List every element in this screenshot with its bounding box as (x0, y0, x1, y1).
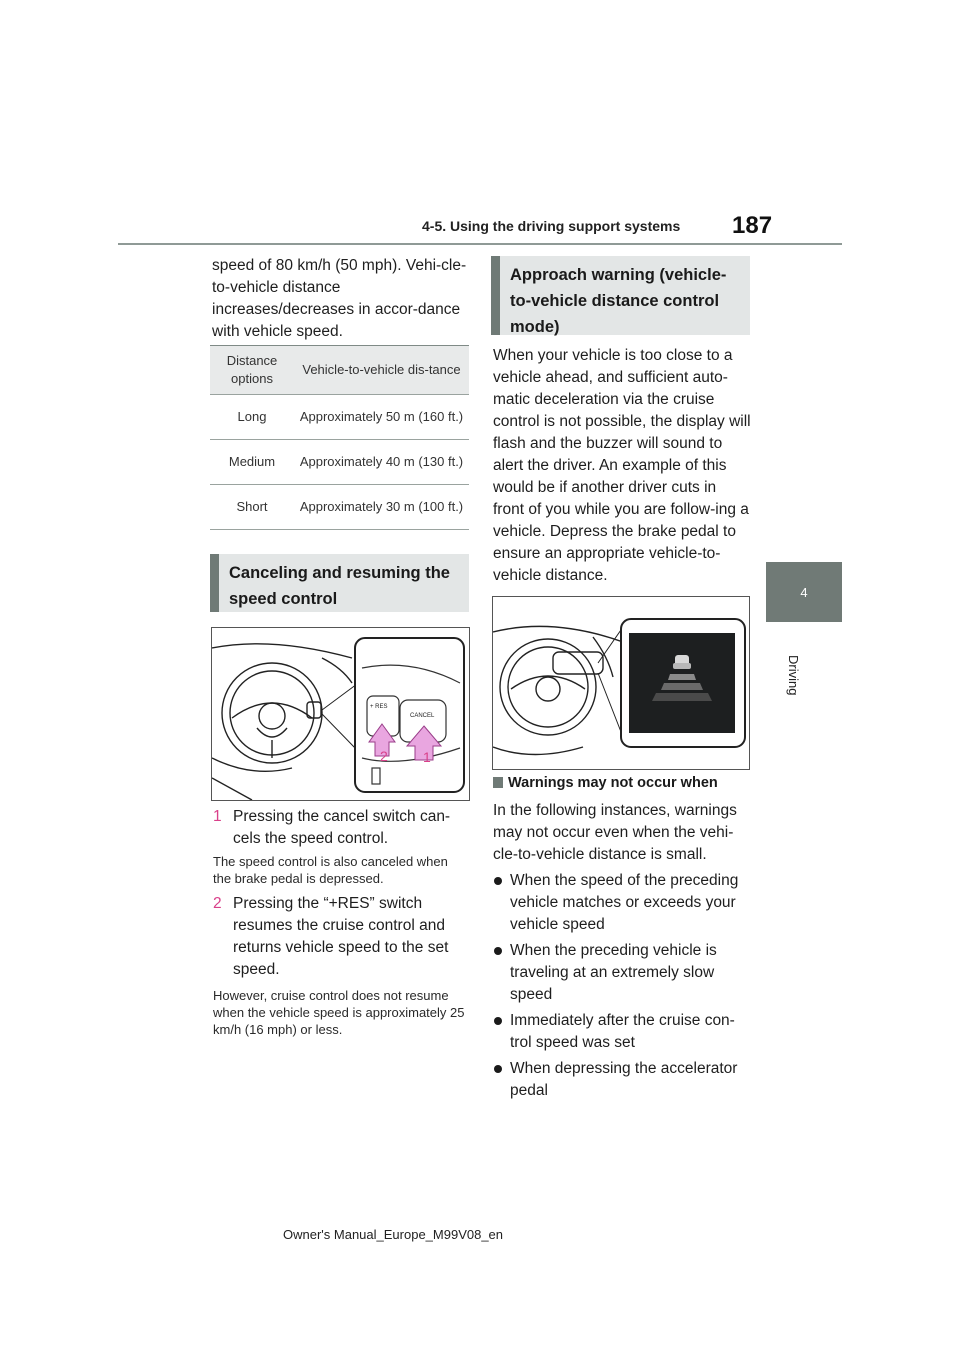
list-item (493, 1058, 751, 1102)
table-row (210, 395, 469, 440)
footer-text: Owner's Manual_Europe_M99V08_en (283, 1227, 504, 1242)
table-row (210, 440, 469, 485)
arrow-label-2: 2 (380, 748, 388, 764)
page-number: 187 (732, 212, 773, 239)
note-cancel: The speed control is also canceled when the brake pedal is depressed. (213, 854, 448, 886)
step-1-number: 1 (213, 808, 222, 825)
table-row (210, 485, 469, 530)
steering-switch-figure (211, 627, 470, 801)
table-header-options: Distance options (210, 346, 294, 395)
chapter-label: Driving (786, 655, 801, 696)
step-1-text: Pressing the cancel switch can-cels the speed control. (233, 808, 451, 847)
cancel-switch-label: CANCEL (410, 713, 435, 719)
table-cell-distance: Approximately 50 m (160 ft.) (294, 395, 469, 440)
table-cell-option: Long (210, 395, 294, 440)
warnings-subheading (493, 775, 718, 791)
step-1 (213, 806, 468, 850)
bullet-icon (494, 1065, 502, 1073)
distance-table (210, 345, 469, 530)
chapter-tab (766, 562, 842, 622)
list-item-text: Immediately after the cruise con-trol speed was set (510, 1012, 735, 1051)
warnings-list (493, 870, 751, 1106)
header-divider (118, 243, 842, 245)
steering-switch-illustration (212, 628, 469, 800)
section-heading-cancel: Canceling and resuming the speed control (210, 554, 469, 612)
square-bullet-icon (493, 777, 503, 788)
table-cell-distance: Approximately 30 m (100 ft.) (294, 485, 469, 530)
approach-warning-illustration (493, 597, 749, 769)
list-item (493, 870, 751, 936)
arrow-label-1: 1 (423, 749, 431, 765)
step-2-number: 2 (213, 895, 222, 912)
list-item (493, 940, 751, 1006)
intro-paragraph: speed of 80 km/h (50 mph). Vehi-cle-to-vehicle distance increases/decreases in accor-dance with vehicle speed. (212, 257, 467, 340)
section-title: 4-5. Using the driving support systems (422, 218, 681, 234)
list-item (493, 1010, 751, 1054)
step-2 (213, 893, 468, 981)
section-heading-approach: Approach warning (vehicle-to-vehicle distance control mode) (491, 256, 750, 335)
approach-warning-figure (492, 596, 750, 770)
table-header-distance: Vehicle-to-vehicle dis-tance (294, 346, 469, 395)
res-switch-label: + RES (370, 704, 388, 710)
preceding-vehicle-icon (673, 655, 691, 669)
list-item-text: When the speed of the preceding vehicle matches or exceeds your vehicle speed (510, 872, 739, 933)
bullet-icon (494, 877, 502, 885)
table-cell-distance: Approximately 40 m (130 ft.) (294, 440, 469, 485)
approach-paragraph: When your vehicle is too close to a vehicle ahead, and sufficient auto-matic deceleration via the cruise control is not possible, the display will flash and the buzzer will sound to alert the driver. An example of this would be if another driver cuts in front of you while you are follow-ing a vehicle. Depress the brake pedal to ensure an appropriate vehicle-to-vehicle distance. (493, 347, 751, 584)
step-2-text: Pressing the “+RES” switch resumes the cruise control and returns vehicle speed to the set speed. (233, 895, 449, 978)
table-cell-option: Medium (210, 440, 294, 485)
warnings-paragraph: In the following instances, warnings may not occur even when the vehi-cle-to-vehicle distance is small. (493, 802, 737, 863)
list-item-text: When the preceding vehicle is traveling at an extremely slow speed (510, 942, 717, 1003)
warnings-subheading-text: Warnings may not occur when (508, 775, 718, 791)
table-cell-option: Short (210, 485, 294, 530)
list-item-text: When depressing the accelerator pedal (510, 1060, 738, 1099)
bullet-icon (494, 1017, 502, 1025)
bullet-icon (494, 947, 502, 955)
note-resume: However, cruise control does not resume when the vehicle speed is approximately 25 km/h (16 mph) or less. (213, 988, 465, 1037)
chapter-number: 4 (800, 584, 808, 600)
